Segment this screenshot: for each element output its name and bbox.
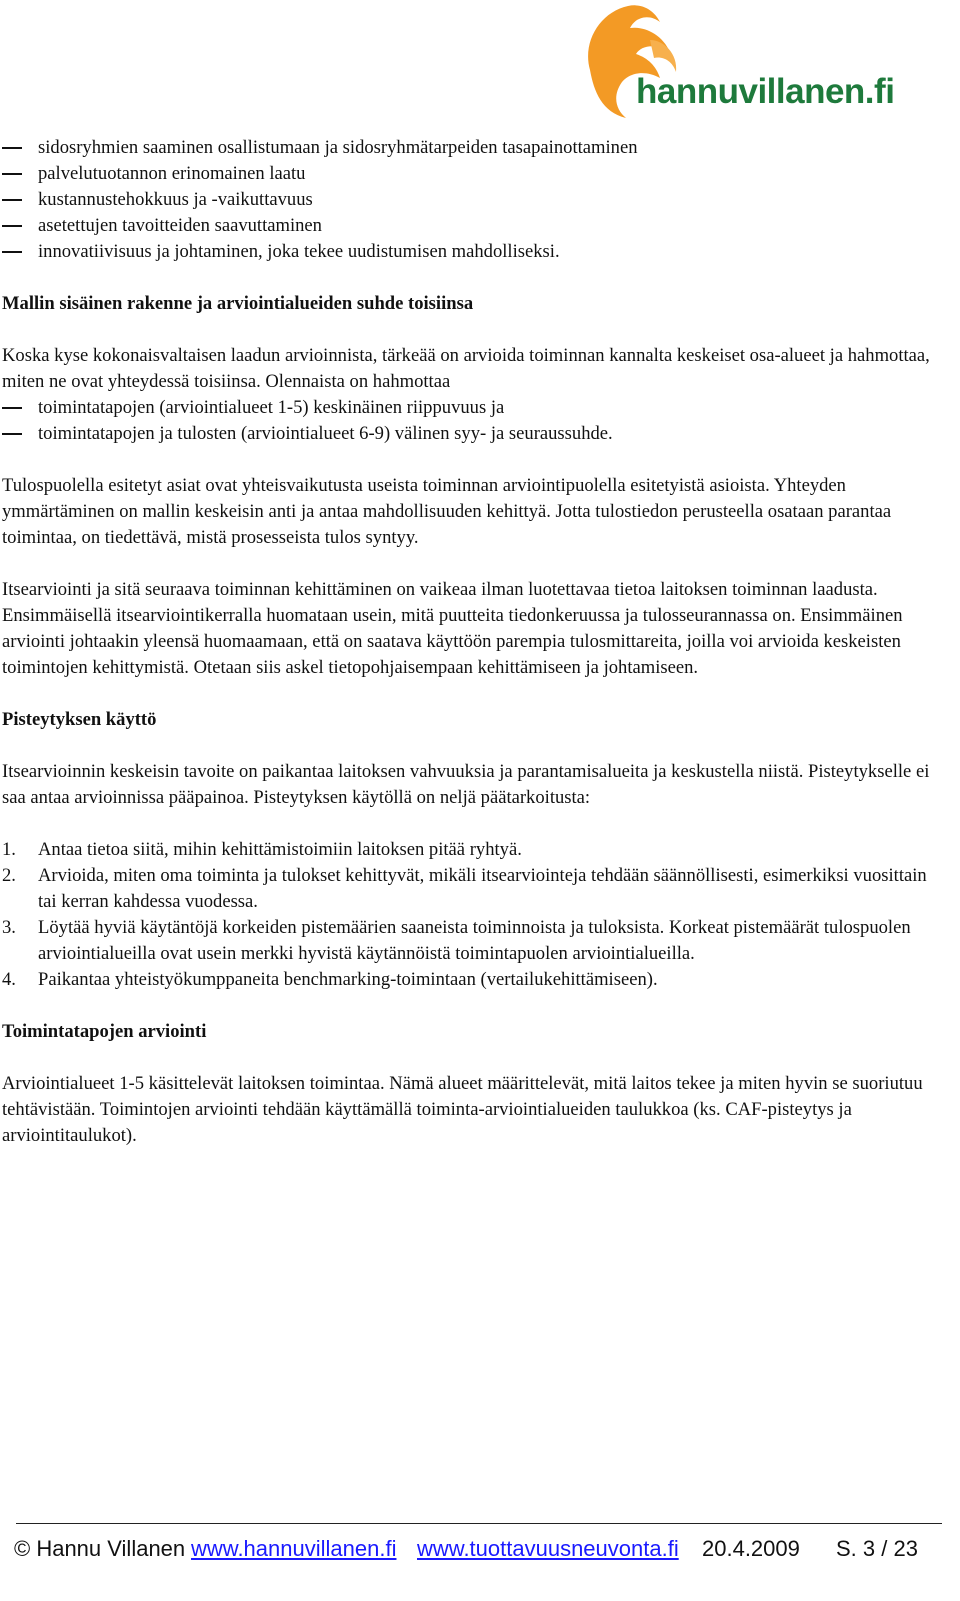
- paragraph: Koska kyse kokonaisvaltaisen laadun arvioinnista, tärkeää on arvioida toiminnan kannalta keskeiset osa-alueet ja hahmottaa, miten ne ovat yhteydessä toisiinsa. Olennaista on hahmottaa: [2, 345, 930, 392]
- section-heading: Mallin sisäinen rakenne ja arviointialueiden suhde toisiinsa: [2, 293, 474, 314]
- paragraph: Itsearvioinnin keskeisin tavoite on paikantaa laitoksen vahvuuksia ja parantamisalueita ja keskustella niistä. Pisteytykselle ei saa antaa arvioinnissa pääpainoa. Pisteytyksen käytöllä on neljä päätarkoitusta:: [2, 761, 930, 808]
- footer: [14, 1536, 944, 1568]
- list-item: palvelutuotannon erinomainen laatu: [2, 161, 942, 187]
- list-number: 2.: [2, 865, 16, 886]
- footer-date: 20.4.2009: [702, 1536, 800, 1561]
- footer-author: © Hannu Villanen: [14, 1536, 186, 1561]
- paragraph: Tulospuolella esitetyt asiat ovat yhteisvaikutusta useista toiminnan arviointipuolella esitetyistä asioista. Yhteyden ymmärtäminen on mallin keskeisin anti ja antaa mahdollisuuden kehittyä. Jotta tulostiedon perusteella osataan parantaa toimintaa, on tiedettävä, mistä prosesseista tulos syntyy.: [2, 475, 892, 548]
- list-number: 3.: [2, 917, 16, 938]
- list-item: [2, 915, 942, 967]
- list-item: [2, 967, 942, 993]
- footer-divider: [16, 1523, 942, 1524]
- document-body: [2, 135, 942, 1149]
- footer-link-hannuvillanen[interactable]: www.hannuvillanen.fi: [191, 1536, 397, 1561]
- paragraph: Itsearviointi ja sitä seuraava toiminnan kehittäminen on vaikeaa ilman luotettavaa tietoa laitoksen toiminnan laadusta. Ensimmäisellä itsearviointikerralla huomataan usein, mitä puutteita tiedonkeruussa ja tulosseurannassa on. Ensimmäinen arviointi johtaakin yleensä huomaamaan, että on saatava käyttöön parempia tulosmittareita, joilla voi arvioida keskeisten toimintojen kehittymistä. Otetaan siis askel tietopohjaisempaan kehittämiseen ja johtamiseen.: [2, 579, 903, 678]
- section-heading: Toimintatapojen arviointi: [2, 1021, 207, 1042]
- list-item: toimintatapojen ja tulosten (arviointialueet 6-9) välinen syy- ja seuraussuhde.: [2, 421, 942, 447]
- list-item-text: Arvioida, miten oma toiminta ja tulokset kehittyvät, mikäli itsearviointeja tehdään säännöllisesti, esimerkiksi vuosittain tai kerran kahdessa vuodessa.: [38, 865, 927, 912]
- list-item: [2, 837, 942, 863]
- footer-page-number: S. 3 / 23: [836, 1536, 918, 1561]
- intro-list: [2, 135, 942, 265]
- list-item-text: Paikantaa yhteistyökumppaneita benchmarking-toimintaan (vertailukehittämiseen).: [38, 969, 658, 990]
- paragraph: Arviointialueet 1-5 käsittelevät laitoksen toimintaa. Nämä alueet määrittelevät, mitä laitos tekee ja miten hyvin se suoriutuu tehtävistään. Toimintojen arviointi tehdään käyttämällä toiminta-arviointialueiden taulukkoa (ks. CAF-pisteytys ja arviointitaulukot).: [2, 1073, 923, 1146]
- logo-text: hannuvillanen.fi: [636, 72, 895, 111]
- list-item: sidosryhmien saaminen osallistumaan ja sidosryhmätarpeiden tasapainottaminen: [2, 135, 942, 161]
- list-item: innovatiivisuus ja johtaminen, joka tekee uudistumisen mahdolliseksi.: [2, 239, 942, 265]
- footer-link-tuottavuusneuvonta[interactable]: www.tuottavuusneuvonta.fi: [417, 1536, 679, 1561]
- list-number: 1.: [2, 839, 16, 860]
- list-item: asetettujen tavoitteiden saavuttaminen: [2, 213, 942, 239]
- list-item: kustannustehokkuus ja -vaikuttavuus: [2, 187, 942, 213]
- list-item: [2, 863, 942, 915]
- purpose-list: [2, 837, 942, 993]
- section-heading: Pisteytyksen käyttö: [2, 709, 157, 730]
- list-item-text: Löytää hyviä käytäntöjä korkeiden pistemäärien saaneista toiminnoista ja tuloksista. Korkeat pistemäärät tulospuolen arviointialueilla ovat usein merkki hyvistä käytännöistä toimintapuolen arviointialueilla.: [38, 917, 911, 964]
- list-item-text: Antaa tietoa siitä, mihin kehittämistoimiin laitoksen pitää ryhtyä.: [38, 839, 522, 860]
- list-number: 4.: [2, 969, 16, 990]
- list-item: toimintatapojen (arviointialueet 1-5) keskinäinen riippuvuus ja: [2, 395, 942, 421]
- logo: [580, 0, 940, 125]
- relation-list: [2, 395, 942, 447]
